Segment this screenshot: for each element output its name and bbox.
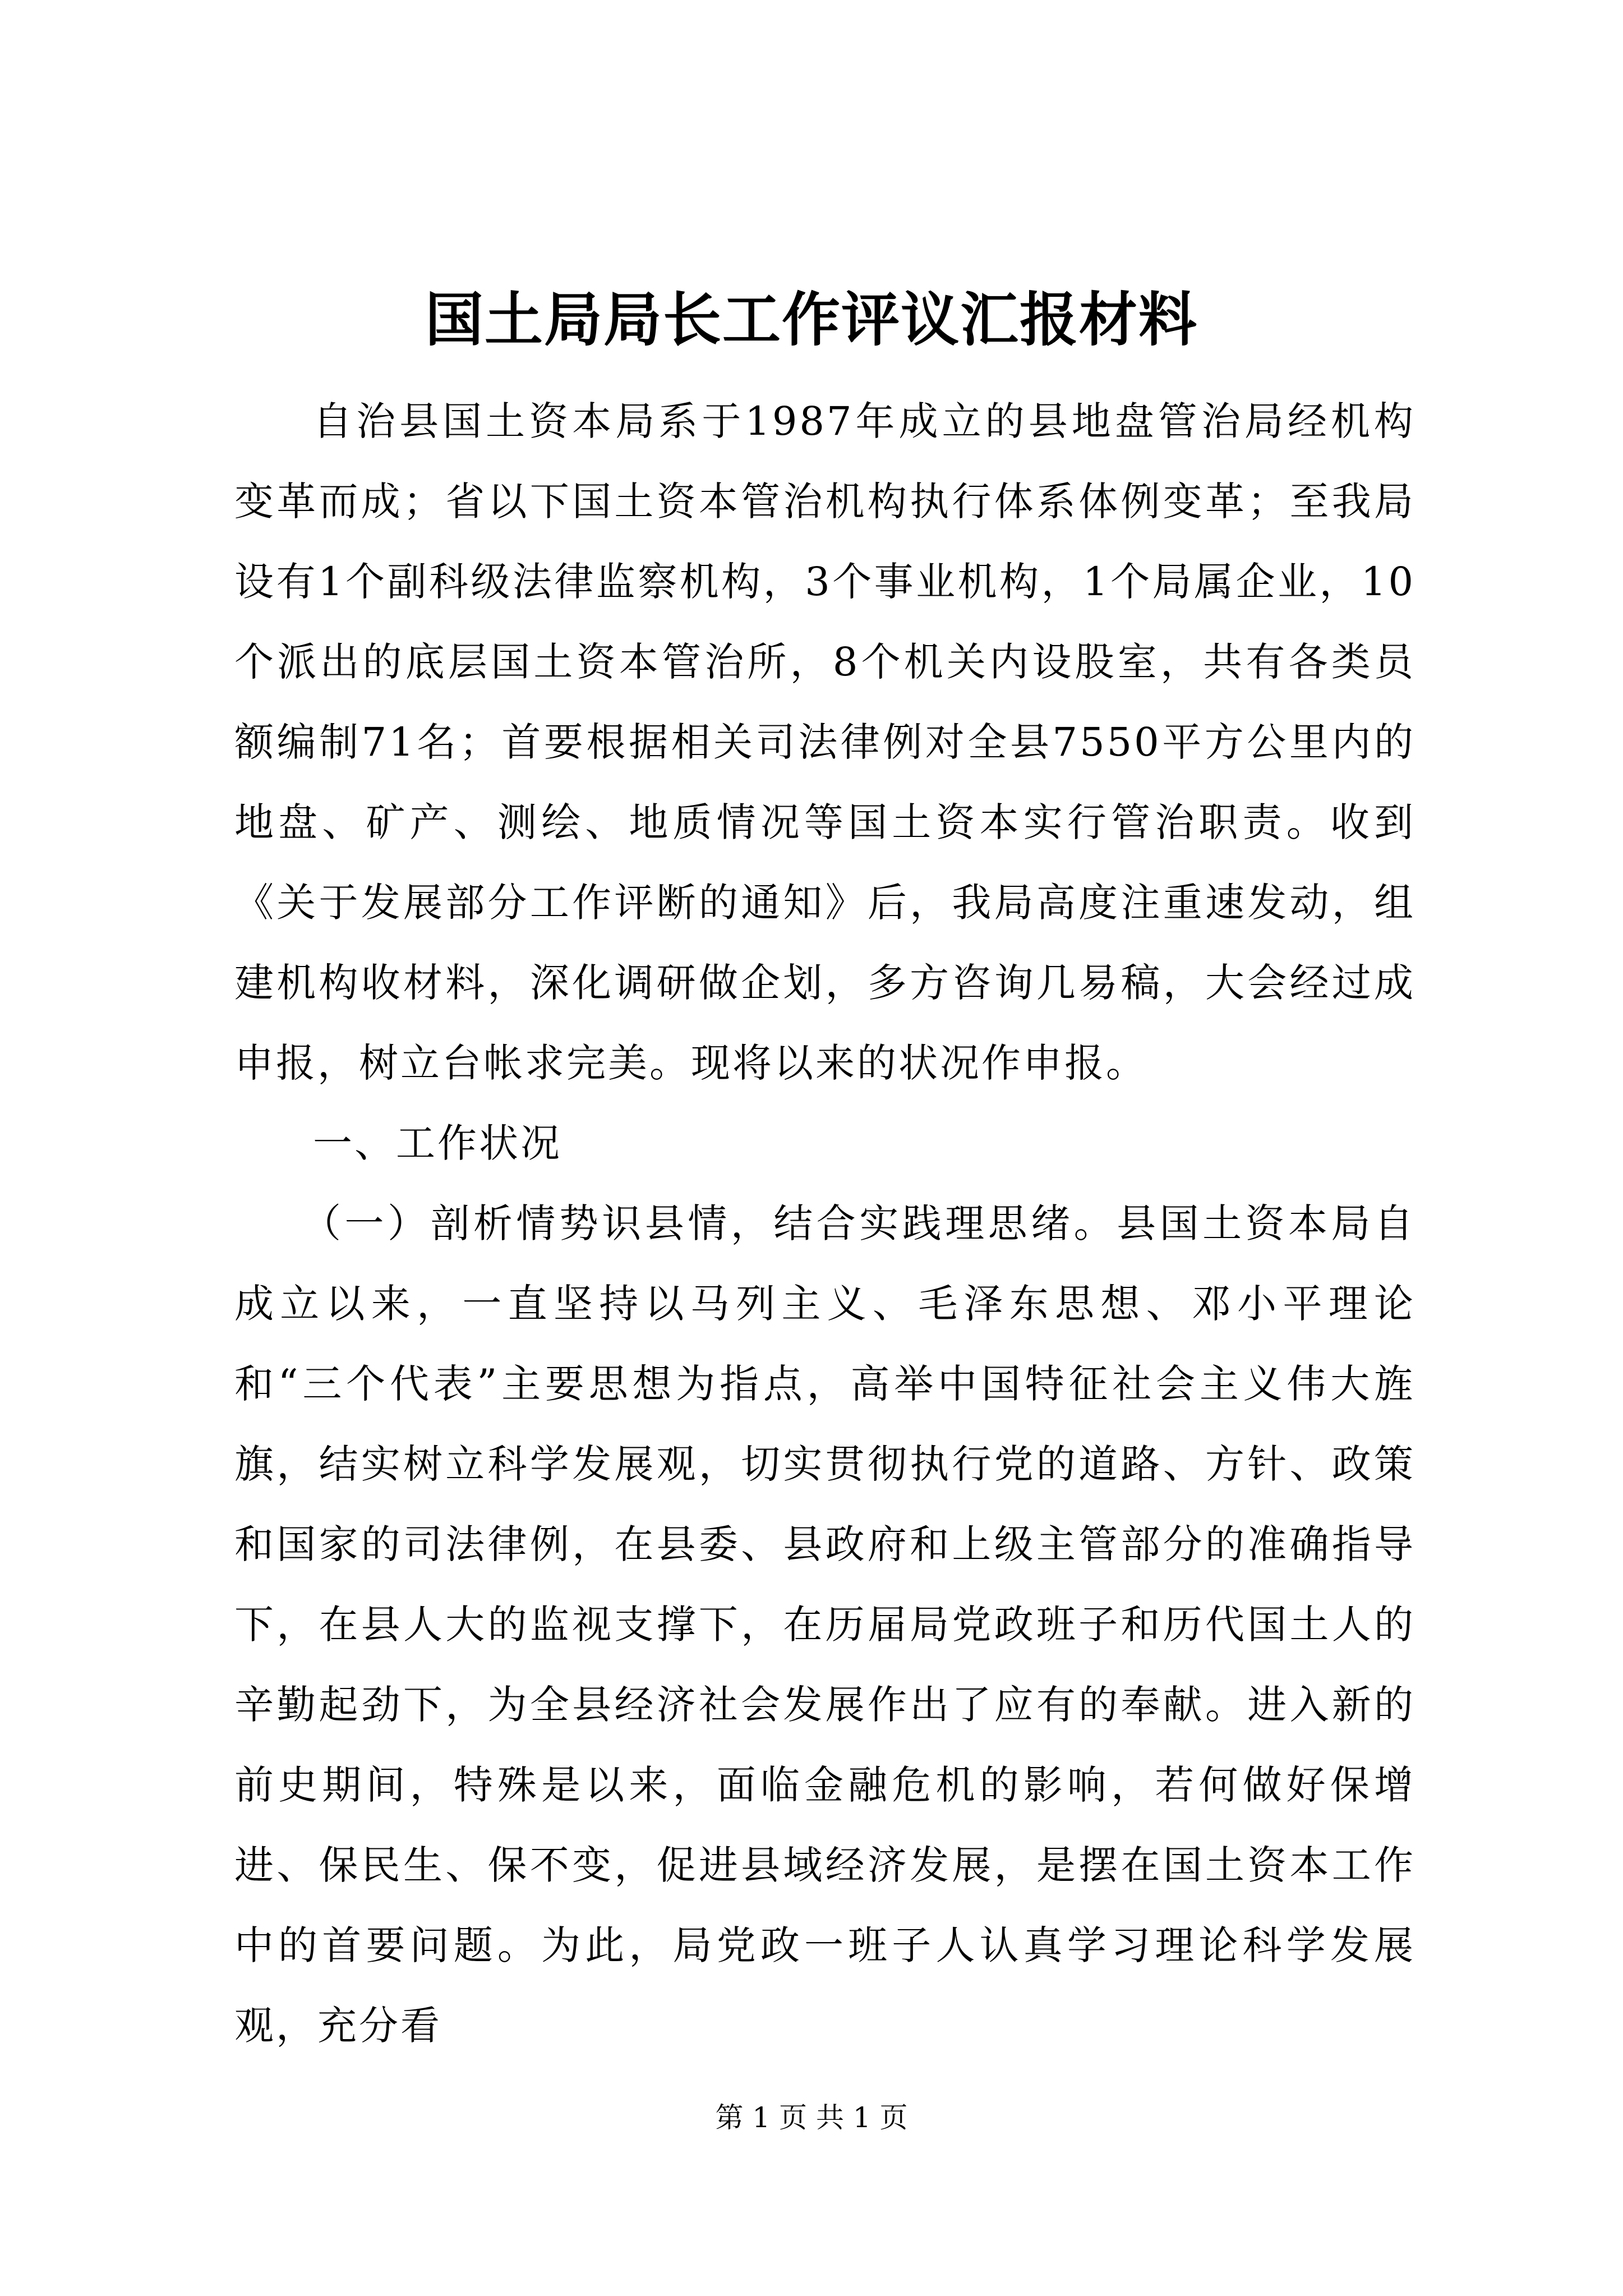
section-heading: 一、工作状况 (313, 1120, 562, 1166)
intro-paragraph: 自治县国土资本局系于1987年成立的县地盘管治局经机构变革而成；省以下国土资本管治机构执行体系体例变革；至我局设有1个副科级法律监察机构，3个事业机构，1个局属企业，10个派出的底层国土资本管治所，8个机关内设股室，共有各类员额编制71名；首要根据相关司法律例对全县7550平方公里内的地盘、矿产、测绘、地质情况等国土资本实行管治职责。收到《关于发展部分工作评断的通知》后，我局高度注重速发动，组建机构收材料，深化调研做企划，多方咨询几易稿，大会经过成申报，树立台帐求完美。现将以来的状况作申报。 (234, 398, 1415, 1086)
document-title: 国土局局长工作评议汇报材料 (425, 285, 1198, 354)
subsection-paragraph: （一）剖析情势识县情，结合实践理思绪。县国土资本局自成立以来，一直坚持以马列主义、毛泽东思想、邓小平理论和“三个代表”主要思想为指点，高举中国特征社会主义伟大旌旗，结实树立科学发展观，切实贯彻执行党的道路、方针、政策和国家的司法律例，在县委、县政府和上级主管部分的准确指导下，在县人大的监视支撑下，在历届局党政班子和历代国土人的辛勤起劲下，为全县经济社会发展作出了应有的奉献。进入新的前史期间，特殊是以来，面临金融危机的影响，若何做好保增进、保民生、保不变，促进县域经济发展，是摆在国土资本工作中的首要问题。为此，局党政一班子人认真学习理论科学发展观，充分看 (234, 1200, 1415, 2049)
document-body (234, 381, 1415, 2066)
page-footer: 第 1 页 共 1 页 (715, 2101, 908, 2134)
